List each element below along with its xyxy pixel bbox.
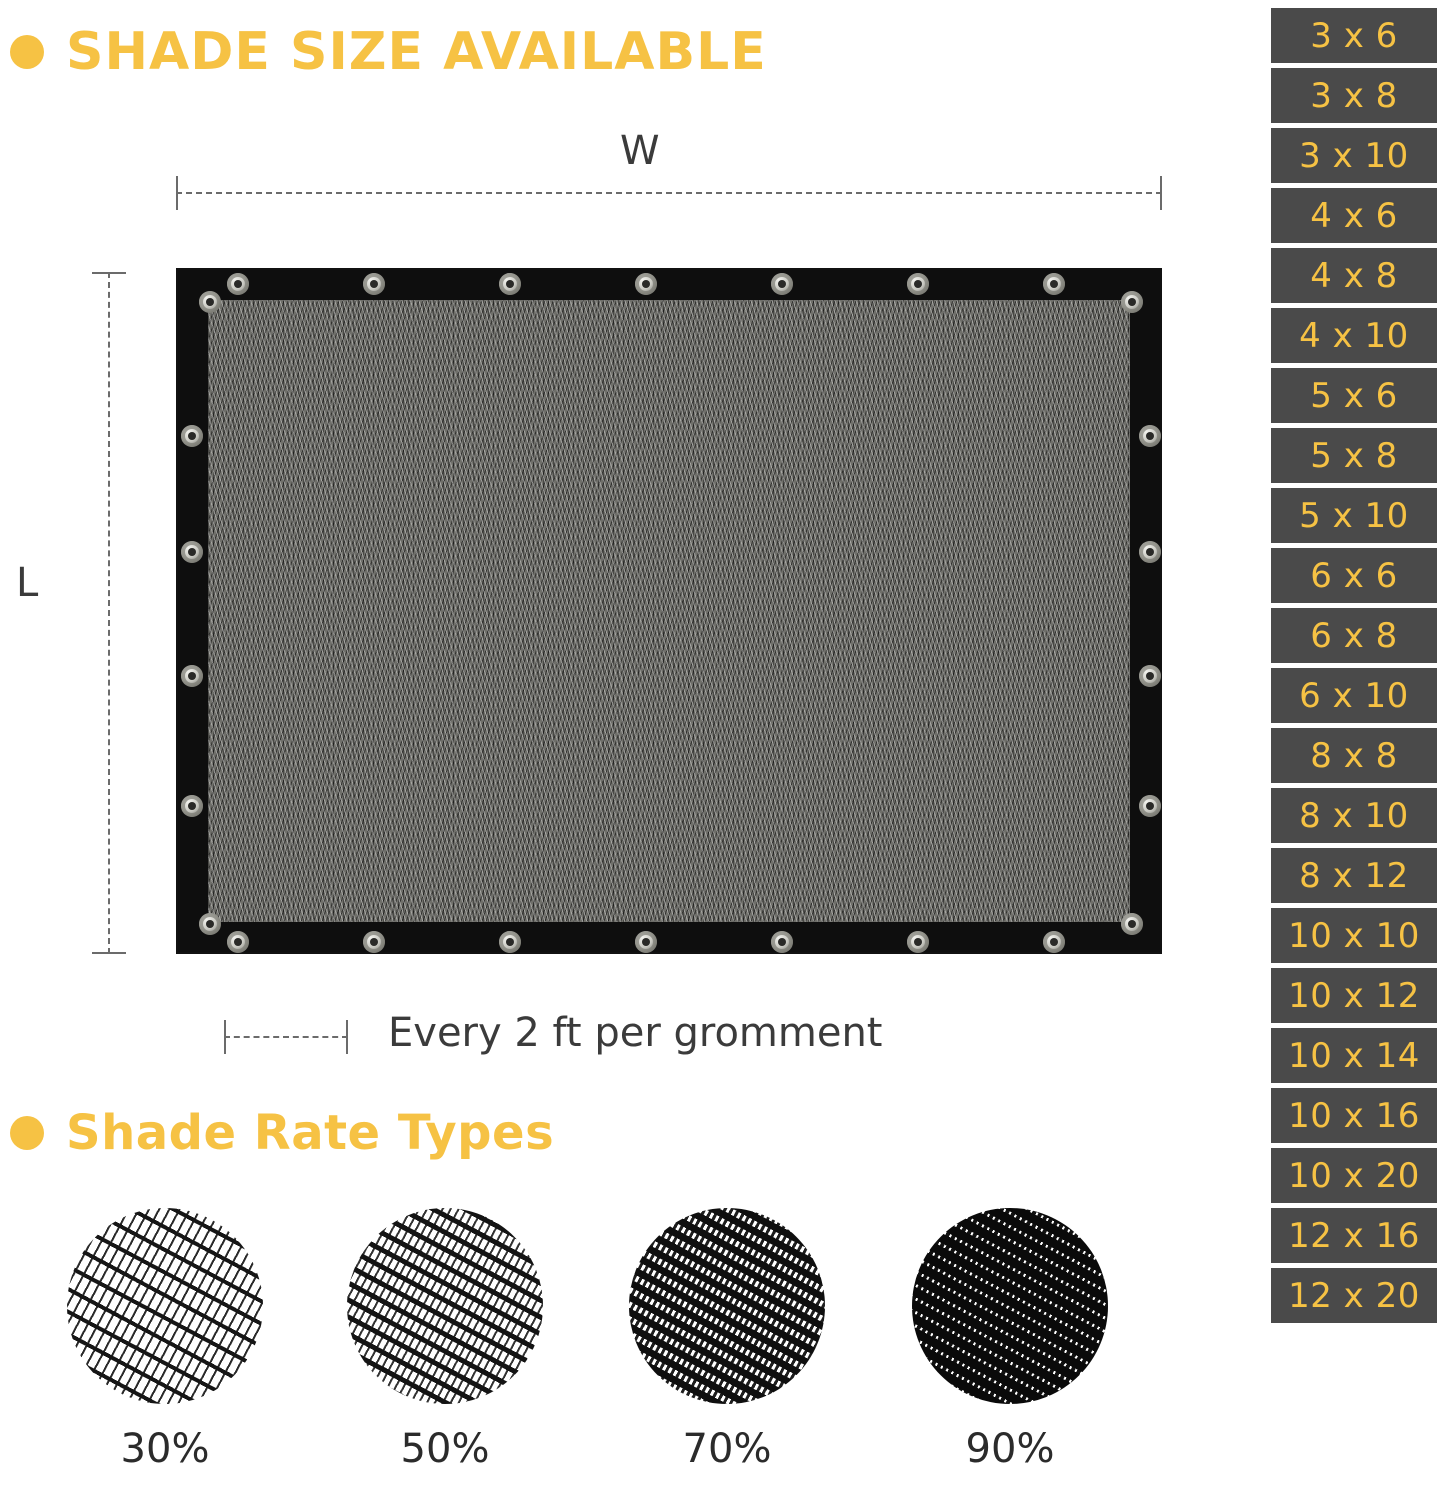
mesh-70-swatch-icon	[629, 1208, 825, 1404]
size-chip[interactable]: 10 x 20	[1271, 1148, 1437, 1203]
width-dimension-tick-right	[1160, 176, 1162, 210]
width-dimension-tick-left	[176, 176, 178, 210]
shade-rate-heading-label: Shade Rate Types	[66, 1105, 555, 1161]
width-dimension-label: W	[620, 128, 660, 174]
grommet	[907, 931, 929, 953]
size-chip[interactable]: 10 x 16	[1271, 1088, 1437, 1143]
mesh-50-swatch-icon	[347, 1208, 543, 1404]
grommet	[1043, 931, 1065, 953]
shade-rate-item	[622, 1208, 832, 1472]
width-dimension-line	[176, 192, 1162, 194]
shade-rate-item	[60, 1208, 270, 1472]
grommet	[499, 931, 521, 953]
grommet	[199, 913, 221, 935]
shade-size-heading-label: SHADE SIZE AVAILABLE	[66, 22, 767, 82]
size-chip[interactable]: 3 x 6	[1271, 8, 1437, 63]
grommet	[363, 931, 385, 953]
size-chip[interactable]: 6 x 10	[1271, 668, 1437, 723]
size-chip[interactable]: 6 x 6	[1271, 548, 1437, 603]
grommet	[771, 931, 793, 953]
shade-rate-label: 70%	[682, 1426, 772, 1472]
size-chip[interactable]: 8 x 12	[1271, 848, 1437, 903]
grommet	[635, 273, 657, 295]
size-chip[interactable]: 4 x 8	[1271, 248, 1437, 303]
size-chip[interactable]: 10 x 10	[1271, 908, 1437, 963]
size-chip[interactable]: 12 x 16	[1271, 1208, 1437, 1263]
shade-rate-item	[905, 1208, 1115, 1472]
grommet	[181, 795, 203, 817]
grommet-spacing-tick-right	[346, 1020, 348, 1054]
grommet	[181, 541, 203, 563]
shade-rate-heading	[10, 1105, 554, 1161]
size-chip[interactable]: 3 x 8	[1271, 68, 1437, 123]
grommet	[181, 665, 203, 687]
grommet	[1043, 273, 1065, 295]
size-chip[interactable]: 5 x 6	[1271, 368, 1437, 423]
grommet	[907, 273, 929, 295]
shade-rate-label: 30%	[120, 1426, 210, 1472]
size-chip[interactable]: 6 x 8	[1271, 608, 1437, 663]
size-chip[interactable]: 5 x 8	[1271, 428, 1437, 483]
mesh-30-swatch-icon	[67, 1208, 263, 1404]
grommet	[771, 273, 793, 295]
shade-rate-swatches	[60, 1208, 1200, 1478]
size-chip[interactable]: 3 x 10	[1271, 128, 1437, 183]
size-chip[interactable]: 5 x 10	[1271, 488, 1437, 543]
length-dimension-line	[108, 272, 110, 954]
grommet	[1139, 541, 1161, 563]
grommet	[1121, 913, 1143, 935]
size-chip[interactable]: 10 x 14	[1271, 1028, 1437, 1083]
size-chip[interactable]: 8 x 8	[1271, 728, 1437, 783]
size-chip[interactable]: 10 x 12	[1271, 968, 1437, 1023]
size-chip[interactable]: 4 x 10	[1271, 308, 1437, 363]
size-chip[interactable]: 8 x 10	[1271, 788, 1437, 843]
grommet-spacing-line	[224, 1036, 348, 1038]
size-chip[interactable]: 12 x 20	[1271, 1268, 1437, 1323]
grommet	[199, 291, 221, 313]
bullet-dot-icon	[10, 1116, 44, 1150]
grommet	[227, 273, 249, 295]
grommet	[1139, 795, 1161, 817]
shade-rate-label: 90%	[965, 1426, 1055, 1472]
shade-rate-label: 50%	[400, 1426, 490, 1472]
shade-rate-item	[340, 1208, 550, 1472]
length-dimension-tick-top	[92, 272, 126, 274]
grommet	[363, 273, 385, 295]
grommet	[1121, 291, 1143, 313]
grommet	[1139, 425, 1161, 447]
available-size-list	[1271, 8, 1437, 1323]
grommet	[499, 273, 521, 295]
grommet	[227, 931, 249, 953]
shade-panel-mesh	[208, 300, 1130, 922]
shade-panel	[176, 268, 1162, 954]
grommet-spacing-tick-left	[224, 1020, 226, 1054]
grommet-spacing-note: Every 2 ft per gromment	[388, 1010, 883, 1056]
size-chip[interactable]: 4 x 6	[1271, 188, 1437, 243]
length-dimension-label: L	[16, 560, 39, 606]
grommet	[181, 425, 203, 447]
length-dimension-tick-bottom	[92, 952, 126, 954]
mesh-90-swatch-icon	[912, 1208, 1108, 1404]
grommet	[635, 931, 657, 953]
grommet	[1139, 665, 1161, 687]
